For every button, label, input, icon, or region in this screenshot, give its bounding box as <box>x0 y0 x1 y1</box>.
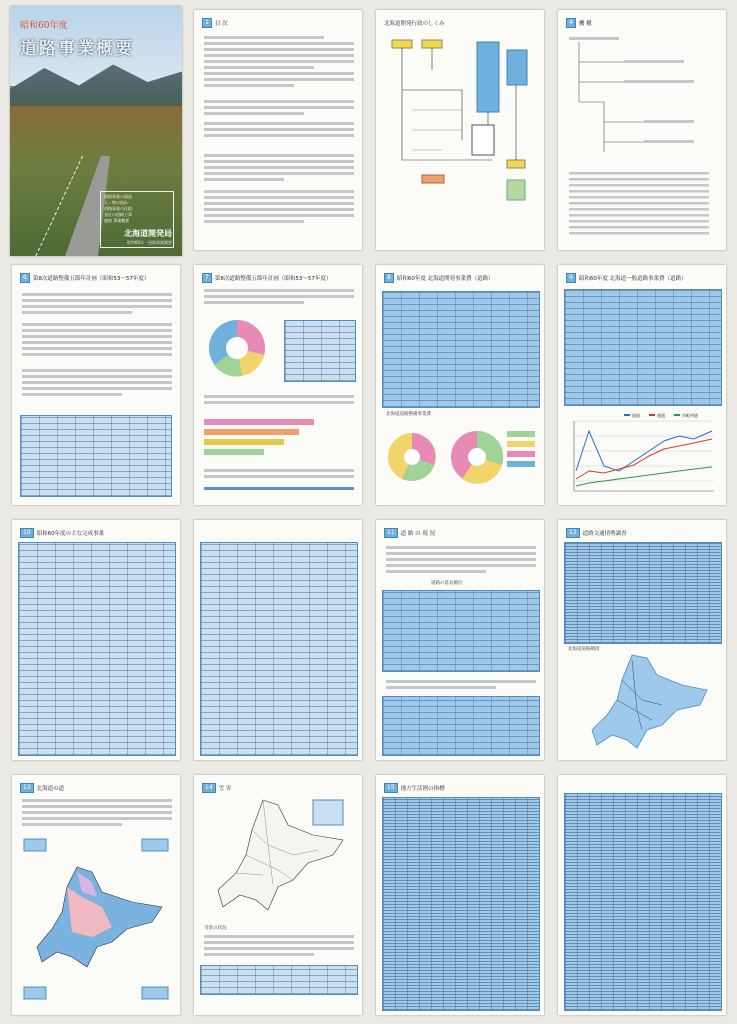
plan-bar-chart <box>204 415 354 460</box>
completed-projects-table <box>18 542 176 756</box>
snow-depth-map <box>22 837 172 1007</box>
page-completed-projects <box>12 520 180 760</box>
regional-index-table <box>382 797 540 1011</box>
page-number: 13 <box>20 783 34 793</box>
hokkaido-map-label: 北海道道路網図 <box>568 647 600 652</box>
page-number: 10 <box>20 528 34 538</box>
plan-breakdown-table <box>284 320 356 382</box>
page-snow-damage <box>194 775 362 1015</box>
page-number: 7 <box>202 273 212 283</box>
page-completed-projects-cont <box>194 520 362 760</box>
legend-label: 道道 <box>657 413 665 418</box>
page-title: 第8次道路整備五箇年計画（昭和53〜57年度） <box>214 276 332 282</box>
road-status-table <box>382 696 540 756</box>
page-title: 昭和60年度 北海道開発事業費（道路） <box>396 276 494 282</box>
page-number: 4 <box>566 18 576 28</box>
cover-contents-item: 連絡 事業概要 <box>104 218 130 223</box>
cover-note: 昭和60年・道路事業概要 <box>126 240 172 245</box>
costs-line-chart <box>564 411 720 501</box>
cover-contents-item: 人・物の流れ <box>104 200 128 205</box>
traffic-table <box>564 542 722 644</box>
page-title: 昭和60年度 北海道一般道路事業費（道路） <box>578 276 687 282</box>
road-length-table <box>382 590 540 672</box>
line-legend <box>624 412 698 418</box>
plan-table <box>20 415 172 497</box>
page-structure <box>558 10 726 250</box>
cover-era: 昭和60年度 <box>20 21 68 31</box>
general-costs-table <box>564 289 722 406</box>
page-plan-pie <box>194 265 362 505</box>
page-five-year-plan <box>12 265 180 505</box>
page-number: 8 <box>384 273 394 283</box>
page-title: 北海道の道 <box>36 786 65 792</box>
budget-pie <box>202 313 272 383</box>
page-number: 12 <box>566 528 580 538</box>
legend-label: 市町村道 <box>682 413 698 418</box>
structure-tree <box>564 32 720 242</box>
page-number: 6 <box>20 273 30 283</box>
ranking-label: 道路の延長順位 <box>431 581 463 586</box>
hokkaido-map <box>572 650 712 754</box>
page-number: 15 <box>384 783 398 793</box>
org-chart <box>382 30 538 230</box>
legend-label: 国道 <box>632 413 640 418</box>
cover-contents-item: 道路事業の現況 <box>104 194 132 199</box>
snow-label: 雪害の状況 <box>204 926 227 931</box>
page-org-diagram <box>376 10 544 250</box>
pie-caption: 北海道道路整備事業費 <box>386 412 431 417</box>
page-title: 昭和60年度の主な完成事業 <box>36 531 105 537</box>
page-title: 北海道開発行政のしくみ <box>384 21 445 27</box>
page-number: 11 <box>384 528 398 538</box>
page-regional-index-cont <box>558 775 726 1015</box>
page-number: 1 <box>202 18 212 28</box>
snow-map <box>208 795 348 923</box>
cover-contents-item: 道路事業の仕組 <box>104 206 132 211</box>
cover-contents-list <box>104 194 172 224</box>
page-title: 道路交通情勢調査 <box>582 531 627 537</box>
page-regional-index <box>376 775 544 1015</box>
completed-projects-table-cont <box>200 542 358 756</box>
page-hokkaido-roads <box>12 775 180 1015</box>
regional-index-table-cont <box>564 793 722 1011</box>
snow-table <box>200 965 358 995</box>
page-title: 目 次 <box>214 21 228 27</box>
costs-pies <box>382 425 538 495</box>
page-general-costs <box>558 265 726 505</box>
page-road-status <box>376 520 544 760</box>
page-project-costs <box>376 265 544 505</box>
costs-table <box>382 291 540 408</box>
page-title: 機 構 <box>578 21 592 27</box>
cover-page <box>10 6 182 256</box>
page-title: 第8次道路整備五箇年計画（昭和53〜57年度） <box>32 276 150 282</box>
page-traffic-survey <box>558 520 726 760</box>
page-title: 雪 害 <box>218 786 232 792</box>
page-number: 14 <box>202 783 216 793</box>
cover-org: 北海道開発局 <box>124 228 172 238</box>
cover-title: 道路事業概要 <box>20 39 134 59</box>
page-title: 道 路 の 現 況 <box>400 531 436 537</box>
cover-contents-item: 各区の道路工事 <box>104 212 132 217</box>
page-title: 地方生活圏の指標 <box>400 786 445 792</box>
page-number: 9 <box>566 273 576 283</box>
page-contents <box>194 10 362 250</box>
